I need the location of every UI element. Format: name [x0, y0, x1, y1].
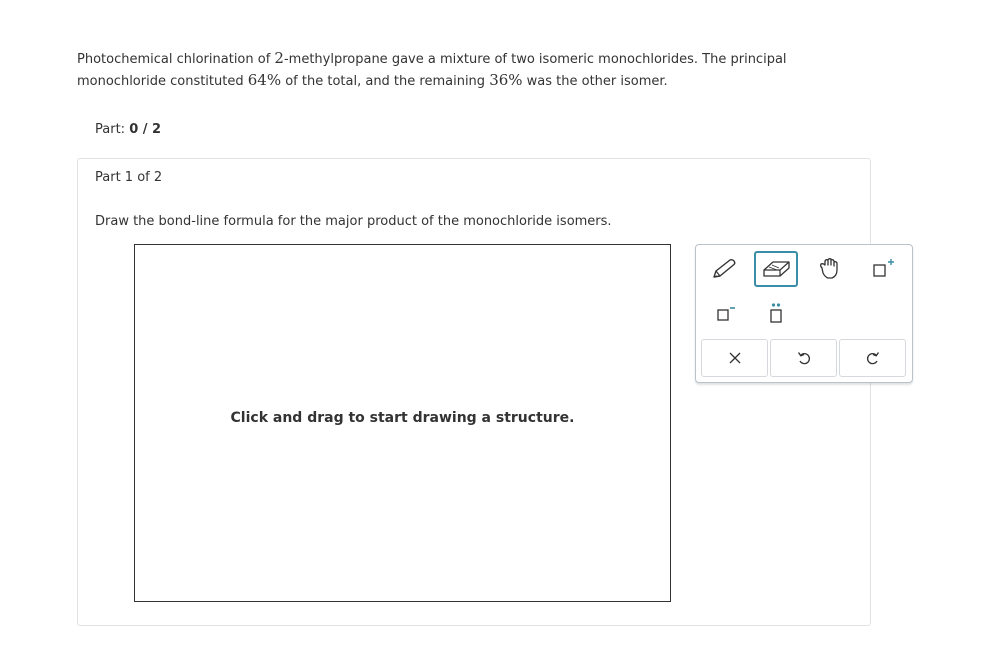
hand-icon — [817, 257, 843, 281]
question-text: Draw the bond-line formula for the major product of the monochloride isomers. — [95, 214, 612, 229]
eraser-icon — [761, 258, 791, 280]
clear-icon — [728, 351, 742, 365]
negative-charge-tool[interactable] — [702, 295, 746, 331]
intro-math: 36% — [489, 71, 523, 89]
panel-title: Part 1 of 2 — [95, 170, 163, 185]
undo-button[interactable] — [770, 339, 837, 377]
hand-tool[interactable] — [808, 251, 852, 287]
eraser-tool[interactable] — [754, 251, 798, 287]
problem-statement — [77, 48, 877, 92]
add-charge-icon — [868, 257, 896, 281]
part-progress-label: Part: — [95, 122, 126, 137]
pencil-tool[interactable] — [702, 251, 746, 287]
intro-math: 64% — [247, 71, 282, 89]
intro-text: Photochemical chlorination of — [77, 52, 275, 67]
drawing-toolbox — [695, 244, 913, 383]
add-charge-tool[interactable] — [860, 251, 904, 287]
intro-text: -methylpropane gave a mixture of two isomeric monochlorides. The principal monochloride constituted — [77, 52, 787, 89]
part-progress — [95, 122, 161, 137]
undo-icon — [796, 350, 812, 366]
intro-math: 2 — [274, 49, 284, 67]
negative-charge-icon — [710, 301, 738, 325]
canvas-hint: Click and drag to start drawing a structure. — [230, 410, 575, 426]
intro-text: of the total, and the remaining — [281, 74, 490, 89]
lone-pair-tool[interactable] — [754, 295, 798, 331]
lone-pair-icon — [762, 300, 790, 326]
redo-button[interactable] — [839, 339, 906, 377]
part-progress-value: 0 / 2 — [129, 122, 162, 137]
drawing-canvas[interactable] — [134, 244, 671, 602]
clear-button[interactable] — [701, 339, 768, 377]
intro-text: was the other isomer. — [522, 74, 668, 89]
redo-icon — [865, 350, 881, 366]
pencil-icon — [710, 257, 738, 281]
